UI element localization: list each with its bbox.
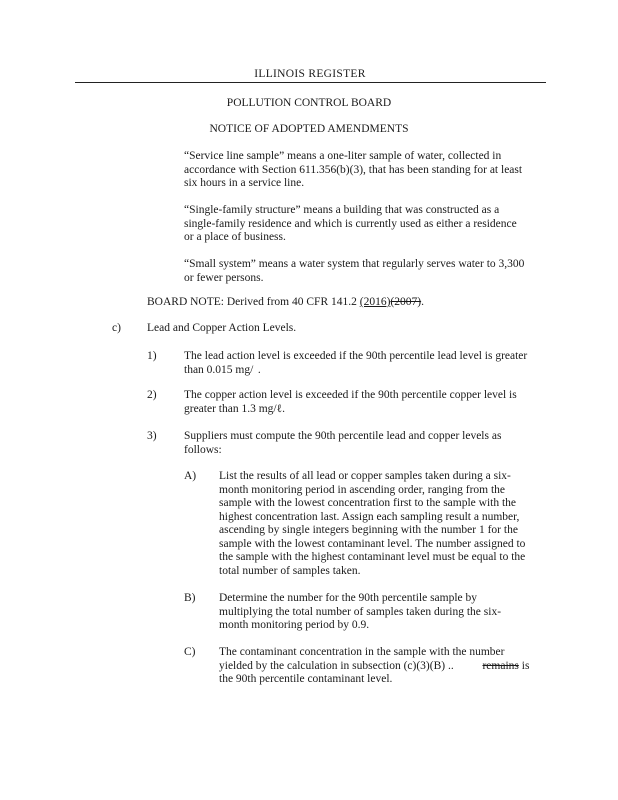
item-2-label: 2) (147, 389, 157, 401)
item-line: The copper action level is exceeded if the 90th percentile copper level is (184, 389, 517, 401)
item-3-text (184, 430, 550, 457)
header-rule (75, 82, 546, 83)
subitem-line-part: yielded by the calculation in subsection (c)(3)(B) .. (219, 659, 483, 672)
subitem-line: the sample with the highest contaminant level must be equal to the (219, 551, 526, 563)
subitem-a-text (219, 470, 549, 578)
item-line: greater than 1.3 mg/ℓ. (184, 402, 285, 415)
definition-line: single-family residence and which is currently used as either a residence (184, 217, 517, 230)
struck-word: remains (482, 659, 519, 672)
subitem-b-text (219, 592, 549, 633)
subitem-line: The contaminant concentration in the sample with the number (219, 646, 505, 658)
subitem-line: the 90th percentile contaminant level. (219, 673, 393, 685)
item-1-text (184, 350, 550, 377)
definition-line: or a place of business. (184, 231, 286, 243)
item-line: The lead action level is exceeded if the 90th percentile lead level is greater (184, 350, 528, 362)
subitem-line-part: is (518, 659, 530, 672)
subitem-c-text (219, 646, 549, 687)
definition-service-line-sample (184, 150, 550, 191)
definition-line: “Service line sample” means a one-liter sample of water, collected in (184, 150, 502, 162)
definition-line: “Small system” means a water system that regularly serves water to 3,300 (184, 258, 525, 270)
board-note-period: . (421, 296, 424, 308)
definition-line: “Single-family structure” means a building that was constructed as a (184, 204, 500, 216)
definition-line: accordance with Section 611.356(b)(3), that has been standing for at least (184, 163, 523, 176)
notice-title: NOTICE OF ADOPTED AMENDMENTS (209, 123, 409, 135)
subitem-line: highest concentration last. Assign each sampling result a number, (219, 510, 520, 523)
subitem-b-label: B) (184, 592, 196, 604)
subitem-line: List the results of all lead or copper samples taken during a six- (219, 470, 511, 482)
board-note-text: BOARD NOTE: Derived from 40 CFR 141.2 (147, 296, 360, 308)
subitem-line (219, 660, 549, 674)
section-c-title: Lead and Copper Action Levels. (147, 322, 297, 334)
item-3-label: 3) (147, 430, 157, 442)
subitem-line: month monitoring period by 0.9. (219, 619, 370, 631)
board-note (147, 296, 547, 310)
subitem-line: sample with the lowest concentration first to the sample with the (219, 497, 517, 509)
item-2-text (184, 389, 550, 416)
register-title: ILLINOIS REGISTER (254, 68, 366, 80)
agency-name: POLLUTION CONTROL BOARD (226, 97, 392, 109)
board-note-struck-year: (2007) (390, 296, 422, 308)
section-c-label: c) (112, 322, 121, 334)
item-line: Suppliers must compute the 90th percentile lead and copper levels as (184, 430, 502, 442)
item-line: than 0.015 mg/ . (184, 363, 261, 376)
definition-small-system (184, 258, 550, 285)
subitem-line: month monitoring period in ascending order, ranging from the (219, 483, 506, 496)
subitem-line: multiplying the total number of samples taken during the six- (219, 605, 502, 618)
board-note-added-year: (2016) (359, 296, 391, 308)
subitem-line: total number of samples taken. (219, 564, 361, 577)
definition-single-family-structure (184, 204, 550, 245)
subitem-line: ascending by single integers beginning with the number 1 for the (219, 524, 518, 536)
subitem-c-label: C) (184, 646, 196, 658)
item-1-label: 1) (147, 350, 157, 362)
item-line: follows: (184, 443, 222, 456)
subitem-line: Determine the number for the 90th percentile sample by (219, 592, 478, 604)
subitem-line: sample with the lowest contaminant level. The number assigned to (219, 537, 526, 550)
subitem-a-label: A) (184, 470, 197, 482)
definition-line: six hours in a service line. (184, 177, 305, 189)
definition-line: or fewer persons. (184, 271, 264, 284)
